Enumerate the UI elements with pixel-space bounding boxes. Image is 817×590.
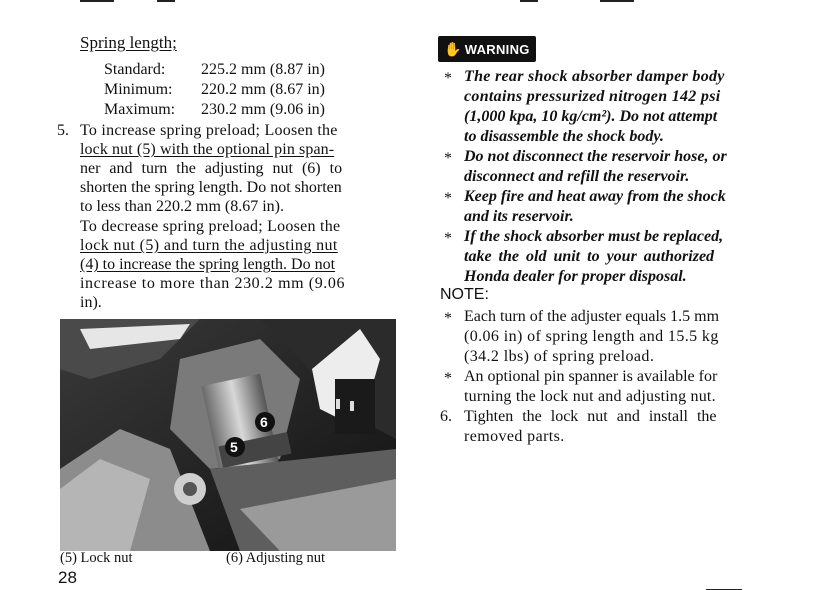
spec-minimum-value: 220.2 mm (8.67 in): [201, 81, 325, 98]
note-2-line: turning the lock nut and adjusting nut.: [464, 388, 716, 405]
step-5-line: ner and turn the adjusting nut (6) to: [80, 160, 343, 177]
step-5-line: To increase spring preload; Loosen the: [80, 122, 338, 139]
warning-badge: [438, 36, 536, 62]
warning-1-line: to disassemble the shock body.: [464, 128, 664, 145]
caption-lock-nut: (5) Lock nut: [60, 550, 133, 566]
photo-callout-6: 6: [260, 414, 268, 430]
warning-4-line: If the shock absorber must be replaced,: [464, 228, 724, 245]
warning-bullet: *: [444, 70, 452, 87]
spec-standard-value: 225.2 mm (8.87 in): [201, 61, 325, 78]
top-edge-mark: [520, 0, 538, 2]
step-6-line: Tighten the lock nut and install the: [464, 408, 717, 425]
note-bullet: *: [444, 370, 452, 387]
step-6-number: 6.: [440, 408, 452, 425]
step-5-line: To decrease spring preload; Loosen the: [80, 218, 341, 235]
note-2-line: An optional pin spanner is available for: [464, 368, 718, 385]
step-5-line: shorten the spring length. Do not shorten: [80, 179, 342, 196]
warning-4-line: take the old unit to your authorized: [464, 248, 715, 265]
note-1-line: (0.06 in) of spring length and 15.5 kg: [464, 328, 719, 345]
warning-label: WARNING: [464, 41, 530, 57]
note-1-line: (34.2 lbs) of spring preload.: [464, 348, 655, 365]
note-bullet: *: [444, 310, 452, 327]
top-edge-mark: [80, 0, 114, 2]
step-5-line: to less than 220.2 mm (8.67 in).: [80, 198, 284, 215]
warning-2-line: disconnect and refill the reservoir.: [464, 168, 690, 185]
warning-bullet: *: [444, 150, 452, 167]
top-edge-mark: [600, 0, 634, 2]
note-label: NOTE:: [440, 286, 489, 303]
step-5-line: increase to more than 230.2 mm (9.06: [80, 275, 346, 292]
warning-1-line: (1,000 kpa, 10 kg/cm²). Do not attempt: [464, 108, 718, 125]
step-6-line: removed parts.: [464, 428, 565, 445]
spec-maximum-label: Maximum:: [104, 101, 176, 118]
photo-callout-5: 5: [230, 439, 238, 455]
warning-bullet: *: [444, 190, 452, 207]
step-5-line: lock nut (5) with the optional pin span-: [80, 141, 335, 158]
step-5-line: (4) to increase the spring length. Do not: [80, 256, 336, 273]
caption-adjusting-nut: (6) Adjusting nut: [226, 550, 326, 566]
page-number: 28: [58, 568, 77, 587]
step-5-line: lock nut (5) and turn the adjusting nut: [80, 237, 338, 254]
shock-absorber-photo: [60, 319, 396, 551]
warning-1-line: The rear shock absorber damper body: [464, 68, 725, 85]
warning-2-line: Do not disconnect the reservoir hose, or: [464, 148, 727, 165]
note-1-line: Each turn of the adjuster equals 1.5 mm: [464, 308, 720, 325]
warning-3-line: Keep fire and heat away from the shock: [464, 188, 726, 205]
hand-warning-icon: ✋: [444, 40, 462, 57]
spec-minimum-label: Minimum:: [104, 81, 173, 98]
warning-3-line: and its reservoir.: [464, 208, 574, 225]
spec-maximum-value: 230.2 mm (9.06 in): [201, 101, 325, 118]
top-edge-mark: [157, 0, 175, 2]
warning-4-line: Honda dealer for proper disposal.: [464, 268, 687, 285]
spec-standard-label: Standard:: [104, 61, 166, 78]
warning-bullet: *: [444, 230, 452, 247]
step-5-number: 5.: [57, 122, 69, 139]
spring-length-heading: Spring length;: [80, 33, 177, 52]
warning-1-line: contains pressurized nitrogen 142 psi: [464, 88, 721, 105]
step-5-line: in).: [80, 294, 102, 311]
